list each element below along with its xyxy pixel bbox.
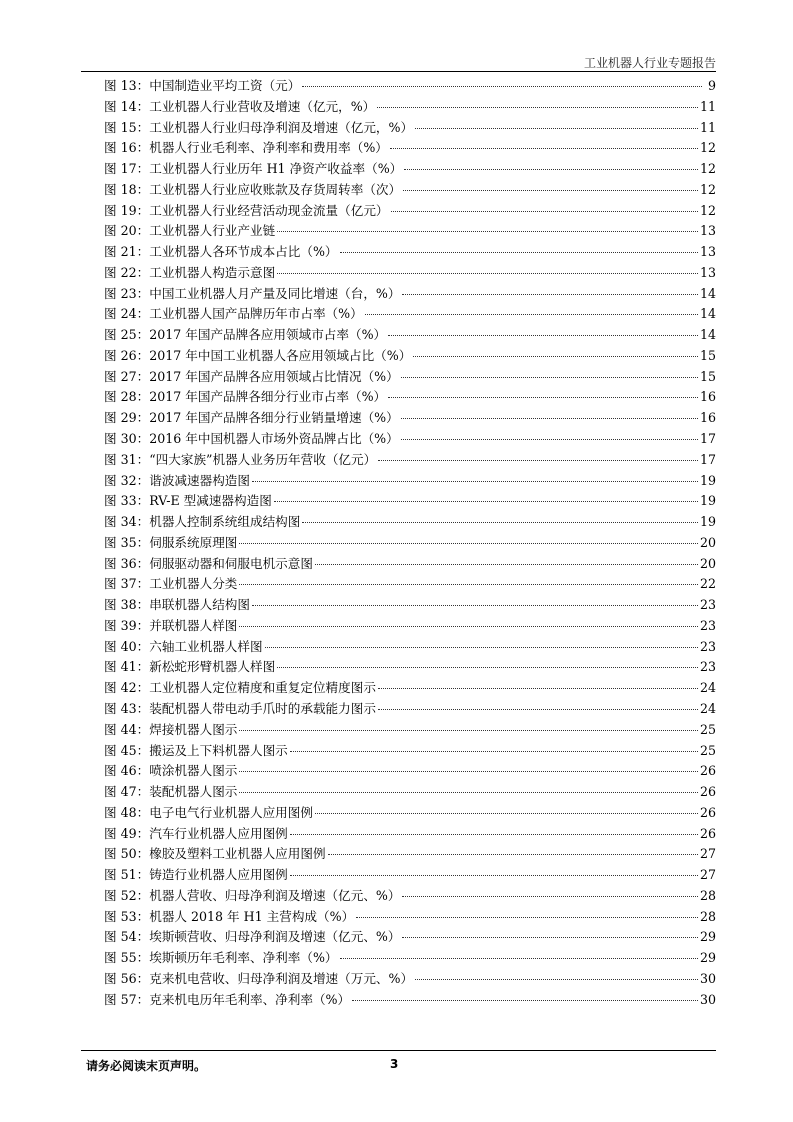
toc-figure-label: 图 48： (104, 804, 150, 820)
toc-figure-title: 2017 年国产品牌各细分行业销量增速（%） (149, 410, 399, 426)
toc-dot-leader (401, 418, 698, 419)
toc-figure-label: 图 37： (104, 576, 150, 592)
toc-figure-label: 图 47： (104, 784, 150, 800)
toc-figure-title: 装配机器人带电动手爪时的承载能力图示 (149, 700, 376, 716)
toc-dot-leader (265, 647, 698, 648)
toc-figure-title: 工业机器人行业应收账款及存货周转率（次） (149, 181, 402, 197)
toc-dot-leader (378, 688, 698, 689)
toc-page-number: 26 (699, 825, 716, 841)
toc-dot-leader (415, 128, 698, 129)
toc-figure-label: 图 23： (104, 285, 150, 301)
toc-entry[interactable] (104, 969, 716, 990)
toc-dot-leader (390, 148, 698, 149)
disclaimer-note: 请务必阅读末页声明。 (86, 1059, 207, 1073)
toc-page-number: 19 (699, 514, 716, 530)
toc-dot-leader (252, 481, 698, 482)
toc-figure-label: 图 13： (104, 78, 150, 93)
toc-page-number: 29 (699, 950, 716, 966)
toc-dot-leader (239, 792, 698, 793)
toc-page-number: 27 (699, 867, 716, 883)
toc-entry[interactable] (104, 159, 716, 180)
toc-figure-label: 图 25： (104, 327, 150, 343)
toc-page-number: 27 (699, 846, 716, 862)
toc-entry[interactable] (104, 824, 716, 845)
toc-figure-title: 工业机器人构造示意图 (149, 264, 276, 280)
toc-figure-title: 克来机电营收、归母净利润及增速（万元、%） (149, 970, 414, 986)
toc-figure-title: 新松蛇形臂机器人样图 (149, 659, 276, 675)
toc-entry[interactable] (104, 138, 716, 159)
toc-figure-label: 图 28： (104, 389, 150, 405)
toc-figure-title: 六轴工业机器人样图 (149, 638, 263, 654)
toc-dot-leader (290, 875, 698, 876)
toc-figure-label: 图 35： (104, 534, 150, 550)
toc-dot-leader (302, 86, 702, 87)
toc-figure-title: 机器人营收、归母净利润及增速（亿元、%） (149, 887, 401, 903)
toc-figure-label: 图 22： (104, 264, 150, 280)
toc-page-number: 26 (699, 784, 716, 800)
toc-figure-label: 图 33： (104, 493, 150, 509)
toc-dot-leader (239, 771, 698, 772)
toc-entry[interactable] (104, 948, 716, 969)
toc-dot-leader (315, 564, 698, 565)
toc-page-number: 12 (699, 181, 716, 197)
toc-figure-title: 2017 年国产品牌各应用领域市占率（%） (149, 327, 387, 343)
toc-entry[interactable] (104, 346, 716, 367)
toc-dot-leader (290, 751, 698, 752)
toc-figure-label: 图 18： (104, 181, 150, 197)
toc-dot-leader (415, 979, 698, 980)
toc-dot-leader (239, 730, 698, 731)
toc-figure-label: 图 56： (104, 970, 150, 986)
toc-figure-title: 克来机电历年毛利率、净利率（%） (149, 991, 351, 1007)
toc-figure-title: 埃斯顿历年毛利率、净利率（%） (149, 950, 338, 966)
toc-entry[interactable] (104, 118, 716, 139)
toc-page-number: 19 (699, 472, 716, 488)
toc-figure-title: 2016 年中国机器人市场外资品牌占比（%） (149, 431, 399, 447)
toc-entry[interactable] (104, 242, 716, 263)
toc-figure-label: 图 52： (104, 887, 150, 903)
toc-page-number: 24 (699, 700, 716, 716)
toc-dot-leader (328, 854, 698, 855)
toc-dot-leader (377, 107, 698, 108)
toc-figure-title: 2017 年国产品牌各应用领域占比情况（%） (149, 368, 399, 384)
toc-entry[interactable] (104, 595, 716, 616)
toc-page-number: 30 (699, 970, 716, 986)
toc-entry[interactable] (104, 657, 716, 678)
toc-entry[interactable] (104, 699, 716, 720)
toc-dot-leader (402, 294, 698, 295)
toc-dot-leader (252, 605, 698, 606)
toc-figure-label: 图 27： (104, 368, 150, 384)
report-title: 工业机器人行业专题报告 (583, 56, 716, 70)
toc-figure-label: 图 24： (104, 306, 150, 322)
toc-figure-title: 机器人控制系统组成结构图 (149, 514, 301, 530)
toc-figure-title: 机器人 2018 年 H1 主营构成（%） (149, 908, 355, 924)
toc-figure-label: 图 57： (104, 991, 150, 1007)
toc-figure-title: 铸造行业机器人应用图例 (149, 867, 288, 883)
toc-page-number: 20 (699, 555, 716, 571)
toc-entry[interactable] (104, 325, 716, 346)
toc-page-number: 22 (699, 576, 716, 592)
toc-figure-title: 工业机器人行业产业链 (149, 223, 276, 239)
toc-entry[interactable] (104, 367, 716, 388)
toc-figure-label: 图 26： (104, 347, 150, 363)
toc-page-number: 13 (699, 264, 716, 280)
toc-figure-label: 图 42： (104, 680, 150, 696)
toc-entry[interactable] (104, 574, 716, 595)
toc-figure-title: 橡胶及塑料工业机器人应用图例 (149, 846, 326, 862)
toc-figure-title: 工业机器人行业归母净利润及增速（亿元，%） (149, 119, 414, 135)
toc-page-number: 24 (699, 680, 716, 696)
toc-dot-leader (401, 377, 698, 378)
toc-page-number: 23 (699, 659, 716, 675)
toc-entry[interactable] (104, 263, 716, 284)
toc-figure-label: 图 36： (104, 555, 150, 571)
toc-page-number: 29 (699, 929, 716, 945)
toc-entry[interactable] (104, 533, 716, 554)
toc-figure-label: 图 54： (104, 929, 150, 945)
toc-entry[interactable] (104, 886, 716, 907)
page-number: 3 (390, 1057, 399, 1071)
toc-figure-title: 工业机器人行业历年 H1 净资产收益率（%） (149, 161, 403, 177)
toc-page-number: 25 (699, 742, 716, 758)
toc-figure-title: “四大家族”机器人业务历年营收（亿元） (149, 451, 377, 467)
toc-figure-title: 电子电气行业机器人应用图例 (149, 804, 313, 820)
toc-figure-label: 图 40： (104, 638, 150, 654)
toc-entry[interactable] (104, 741, 716, 762)
toc-dot-leader (239, 584, 698, 585)
toc-dot-leader (388, 397, 698, 398)
toc-entry[interactable] (104, 865, 716, 886)
toc-page-number: 28 (699, 887, 716, 903)
toc-figure-label: 图 21： (104, 244, 150, 260)
toc-page-number: 13 (699, 244, 716, 260)
toc-page-number: 14 (699, 285, 716, 301)
toc-figure-label: 图 49： (104, 825, 150, 841)
toc-dot-leader (391, 211, 698, 212)
toc-figure-label: 图 43： (104, 700, 150, 716)
toc-page-number: 15 (699, 368, 716, 384)
toc-page-number: 23 (699, 638, 716, 654)
toc-dot-leader (277, 273, 698, 274)
header-divider (81, 71, 716, 72)
toc-dot-leader (356, 917, 698, 918)
toc-figure-title: 埃斯顿营收、归母净利润及增速（亿元、%） (149, 929, 401, 945)
toc-page-number: 13 (699, 223, 716, 239)
toc-dot-leader (352, 1000, 698, 1001)
toc-dot-leader (239, 543, 698, 544)
toc-figure-label: 图 53： (104, 908, 150, 924)
toc-entry[interactable] (104, 554, 716, 575)
toc-page-number: 19 (699, 493, 716, 509)
toc-figure-label: 图 29： (104, 410, 150, 426)
toc-figure-title: 2017 年国产品牌各细分行业市占率（%） (149, 389, 387, 405)
toc-figure-label: 图 31： (104, 451, 150, 467)
toc-page-number: 9 (707, 78, 716, 93)
toc-dot-leader (315, 813, 698, 814)
toc-dot-leader (277, 231, 698, 232)
toc-page-number: 12 (699, 140, 716, 156)
toc-dot-leader (413, 356, 698, 357)
toc-page-number: 17 (699, 451, 716, 467)
toc-figure-title: 工业机器人分类 (149, 576, 238, 592)
toc-entry[interactable] (104, 471, 716, 492)
toc-figure-title: 工业机器人国产品牌历年市占率（%） (149, 306, 363, 322)
toc-page-number: 11 (699, 98, 716, 114)
toc-figure-title: 工业机器人定位精度和重复定位精度图示 (149, 680, 376, 696)
toc-figure-label: 图 19： (104, 202, 150, 218)
toc-figure-title: RV-E 型减速器构造图 (149, 493, 272, 509)
toc-entry[interactable] (104, 201, 716, 222)
toc-dot-leader (365, 314, 698, 315)
toc-dot-leader (302, 522, 698, 523)
toc-figure-title: 机器人行业毛利率、净利率和费用率（%） (149, 140, 388, 156)
toc-entry[interactable] (104, 221, 716, 242)
toc-entry[interactable] (104, 450, 716, 471)
toc-page-number: 20 (699, 534, 716, 550)
footer-divider (81, 1050, 716, 1051)
toc-entry[interactable] (104, 429, 716, 450)
toc-figure-title: 焊接机器人图示 (149, 721, 238, 737)
toc-figure-label: 图 15： (104, 119, 150, 135)
toc-dot-leader (404, 169, 698, 170)
toc-figure-label: 图 50： (104, 846, 150, 862)
toc-dot-leader (290, 834, 698, 835)
toc-figure-label: 图 17： (104, 161, 150, 177)
toc-entry[interactable] (104, 844, 716, 865)
toc-entry[interactable] (104, 284, 716, 305)
toc-figure-title: 喷涂机器人图示 (149, 763, 238, 779)
toc-entry[interactable] (104, 720, 716, 741)
toc-figure-title: 搬运及上下料机器人图示 (149, 742, 288, 758)
figure-table-of-contents (104, 76, 716, 1010)
toc-dot-leader (378, 709, 698, 710)
toc-page-number: 12 (699, 161, 716, 177)
toc-dot-leader (403, 190, 698, 191)
toc-entry[interactable] (104, 927, 716, 948)
toc-entry[interactable] (104, 990, 716, 1011)
toc-figure-label: 图 14： (104, 98, 150, 114)
toc-dot-leader (401, 439, 698, 440)
toc-dot-leader (402, 937, 698, 938)
toc-entry[interactable] (104, 782, 716, 803)
toc-figure-label: 图 34： (104, 514, 150, 530)
toc-entry[interactable] (104, 907, 716, 928)
toc-figure-label: 图 46： (104, 763, 150, 779)
toc-page-number: 11 (699, 119, 716, 135)
toc-entry[interactable] (104, 76, 716, 97)
toc-dot-leader (340, 252, 698, 253)
toc-dot-leader (239, 626, 698, 627)
toc-page-number: 28 (699, 908, 716, 924)
toc-entry[interactable] (104, 616, 716, 637)
toc-figure-label: 图 20： (104, 223, 150, 239)
toc-entry[interactable] (104, 180, 716, 201)
toc-page-number: 17 (699, 431, 716, 447)
toc-entry[interactable] (104, 512, 716, 533)
toc-page-number: 16 (699, 410, 716, 426)
toc-figure-title: 装配机器人图示 (149, 784, 238, 800)
toc-figure-title: 2017 年中国工业机器人各应用领域占比（%） (149, 347, 412, 363)
toc-entry[interactable] (104, 803, 716, 824)
toc-page-number: 12 (699, 202, 716, 218)
toc-entry[interactable] (104, 761, 716, 782)
toc-figure-label: 图 55： (104, 950, 150, 966)
toc-figure-title: 串联机器人结构图 (149, 597, 250, 613)
toc-figure-label: 图 45： (104, 742, 150, 758)
toc-figure-label: 图 41： (104, 659, 150, 675)
toc-dot-leader (388, 335, 698, 336)
toc-figure-title: 工业机器人各环节成本占比（%） (149, 244, 338, 260)
toc-entry[interactable] (104, 387, 716, 408)
toc-entry[interactable] (104, 491, 716, 512)
toc-figure-title: 伺服系统原理图 (149, 534, 238, 550)
toc-figure-label: 图 51： (104, 867, 150, 883)
toc-figure-label: 图 39： (104, 617, 150, 633)
toc-figure-title: 并联机器人样图 (149, 617, 238, 633)
toc-page-number: 30 (699, 991, 716, 1007)
toc-page-number: 25 (699, 721, 716, 737)
toc-entry[interactable] (104, 678, 716, 699)
toc-figure-title: 中国工业机器人月产量及同比增速（台，%） (149, 285, 401, 301)
toc-figure-label: 图 32： (104, 472, 150, 488)
toc-page-number: 14 (699, 306, 716, 322)
toc-figure-label: 图 38： (104, 597, 150, 613)
toc-page-number: 26 (699, 804, 716, 820)
toc-entry[interactable] (104, 637, 716, 658)
toc-page-number: 23 (699, 617, 716, 633)
toc-entry[interactable] (104, 97, 716, 118)
toc-dot-leader (402, 896, 698, 897)
toc-figure-title: 中国制造业平均工资（元） (149, 78, 301, 93)
toc-figure-title: 伺服驱动器和伺服电机示意图 (149, 555, 313, 571)
toc-page-number: 14 (699, 327, 716, 343)
toc-figure-label: 图 44： (104, 721, 150, 737)
toc-page-number: 23 (699, 597, 716, 613)
toc-figure-title: 工业机器人行业营收及增速（亿元，%） (149, 98, 376, 114)
toc-dot-leader (277, 667, 698, 668)
toc-entry[interactable] (104, 304, 716, 325)
toc-figure-title: 汽车行业机器人应用图例 (149, 825, 288, 841)
toc-page-number: 26 (699, 763, 716, 779)
toc-figure-title: 工业机器人行业经营活动现金流量（亿元） (149, 202, 389, 218)
toc-figure-label: 图 16： (104, 140, 150, 156)
toc-figure-label: 图 30： (104, 431, 150, 447)
toc-dot-leader (274, 501, 698, 502)
toc-figure-title: 谐波减速器构造图 (149, 472, 250, 488)
toc-dot-leader (340, 958, 698, 959)
toc-page-number: 15 (699, 347, 716, 363)
toc-dot-leader (378, 460, 698, 461)
toc-entry[interactable] (104, 408, 716, 429)
toc-page-number: 16 (699, 389, 716, 405)
